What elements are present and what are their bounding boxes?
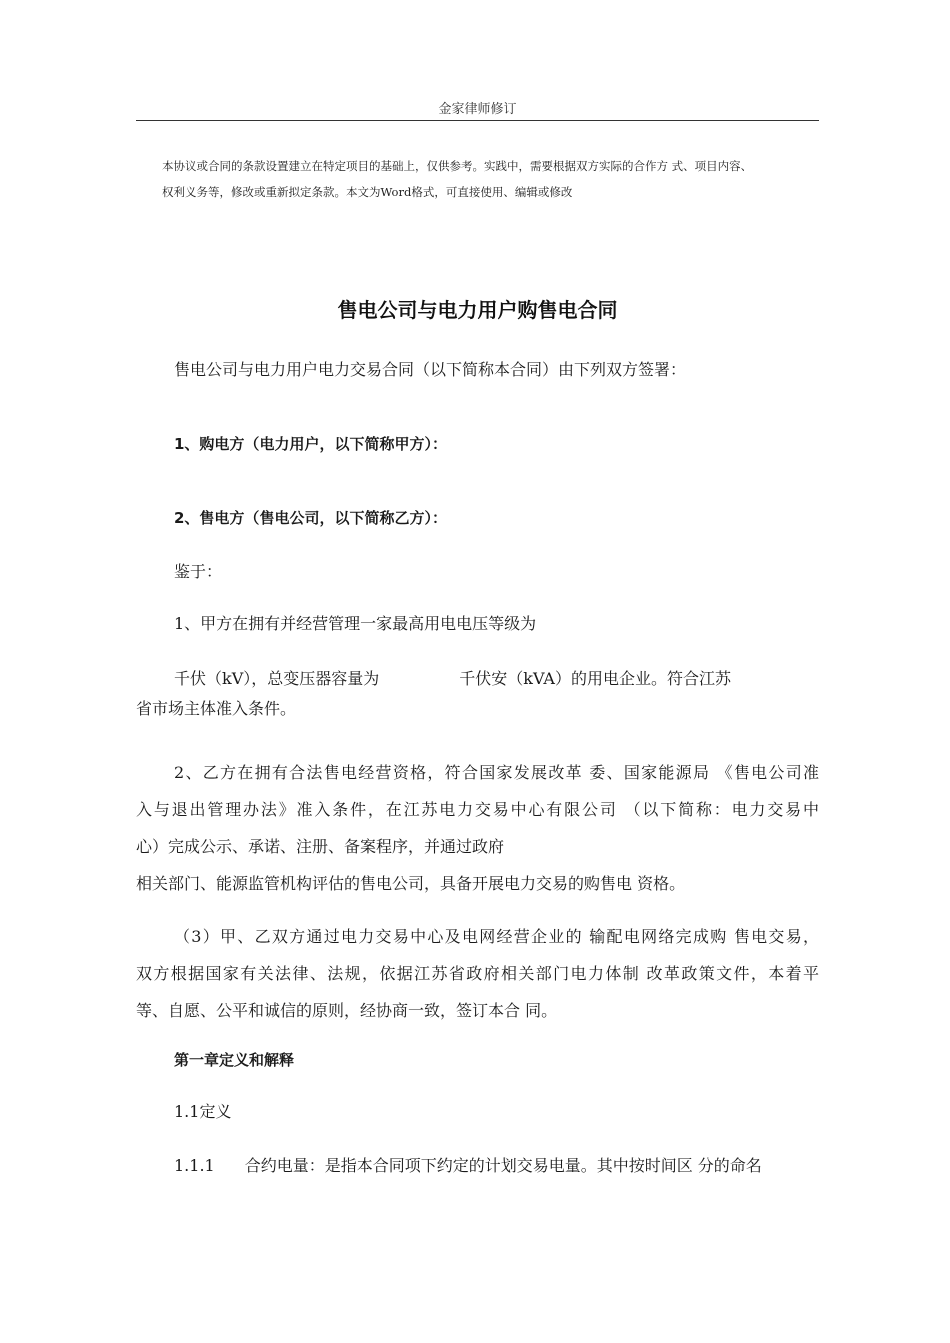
clause-2-line-1: 2、乙方在拥有合法售电经营资格，符合国家发展改革 委、国家能源局 《售电公司准 [174, 763, 819, 782]
clause-3-line-1: （3）甲、乙双方通过电力交易中心及电网经营企业的 输配电网络完成购 售电交易， [174, 927, 819, 946]
clause-2 [136, 754, 819, 902]
disclaimer [136, 153, 819, 205]
disclaimer-line-2: 权利义务等，修改或重新拟定条款。本文为Word格式，可直接使用、编辑或修改 [162, 185, 573, 199]
intro-paragraph: 售电公司与电力用户电力交易合同（以下简称本合同）由下列双方签署： [174, 360, 687, 379]
item-number: 1.1.1 [174, 1156, 215, 1175]
clause-1-line-2: 千伏（kV），总变压器容量为 千伏安（kVA）的用电企业。符合江苏 [174, 669, 731, 688]
document-title: 售电公司与电力用户购售电合同 [337, 298, 618, 322]
disclaimer-line-1: 本协议或合同的条款设置建立在特定项目的基础上，仅供参考。实践中，需要根据双方实际的合作方 式、项目内容、 [162, 159, 753, 173]
header-text: 金家律师修订 [438, 102, 517, 117]
item-1-1-1 [136, 1154, 857, 1178]
section-1-1-heading: 1.1定义 [174, 1102, 232, 1121]
clause-2-line-4: 相关部门、能源监管机构评估的售电公司，具备开展电力交易的购售电 资格。 [136, 874, 686, 893]
party-1: 1、购电方（电力用户，以下简称甲方）： [174, 435, 447, 453]
clause-2-line-3: 心）完成公示、承诺、注册、备案程序，并通过政府 [136, 837, 505, 856]
clause-2-line-2: 入与退出管理办法》准入条件，在江苏电力交易中心有限公司 （以下简称：电力交易中 [136, 800, 819, 819]
clause-1-continued [136, 664, 819, 724]
party-2: 2、售电方（售电公司，以下简称乙方）： [174, 509, 447, 527]
clause-3-line-3: 等、自愿、公平和诚信的原则，经协商一致，签订本合 同。 [136, 1001, 558, 1020]
whereas-heading: 鉴于： [174, 562, 223, 581]
chapter-1-heading: 第一章定义和解释 [174, 1051, 295, 1069]
clause-1-line-3: 省市场主体准入条件。 [136, 699, 297, 718]
clause-3 [136, 918, 819, 1029]
page-header [136, 102, 819, 121]
item-text: 合约电量：是指本合同项下约定的计划交易电量。其中按时间区 分的命名 [244, 1156, 762, 1175]
clause-3-line-2: 双方根据国家有关法律、法规，依据江苏省政府相关部门电力体制 改革政策文件，本着平 [136, 964, 819, 983]
clause-1-line-1: 1、甲方在拥有并经营管理一家最高用电电压等级为 [174, 614, 537, 633]
